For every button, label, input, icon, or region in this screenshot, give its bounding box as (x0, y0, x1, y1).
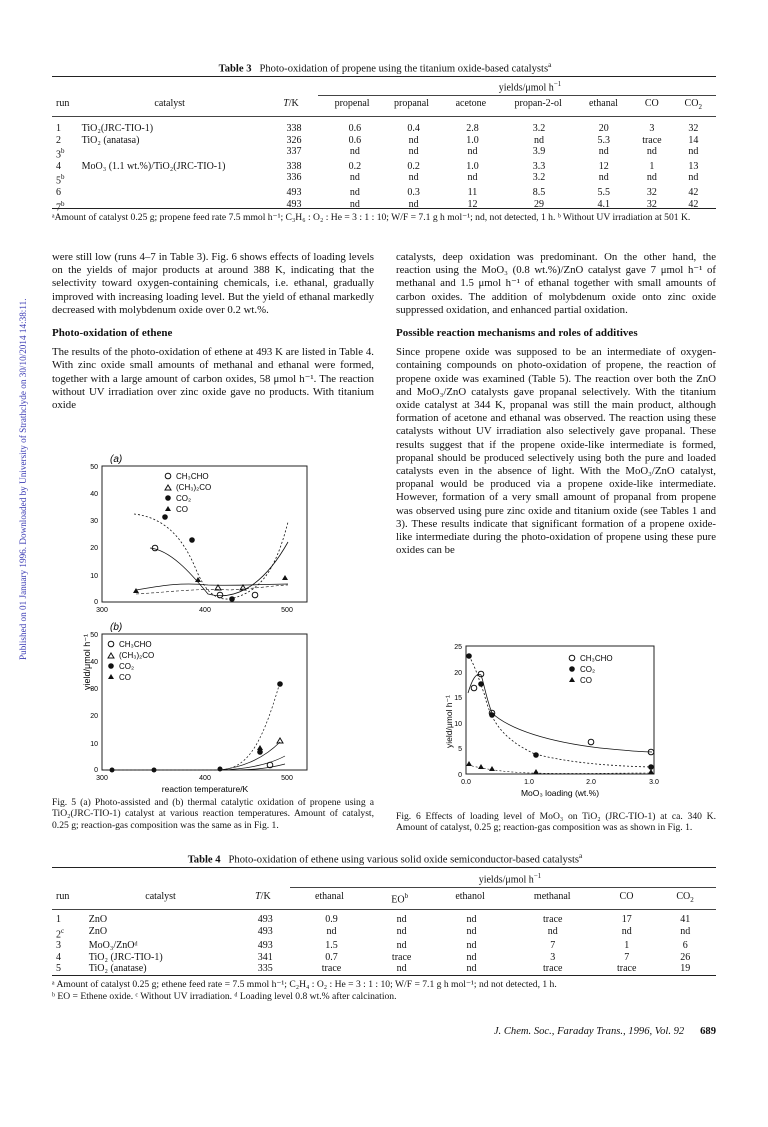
table4-cell: nd (396, 940, 407, 952)
table3-cell: 8.5 (532, 187, 546, 199)
table3-bottom-rule (52, 208, 716, 209)
table4-row (54, 952, 714, 964)
table3-cell: 32 (688, 123, 699, 134)
fig6-legend-ch3cho: CH₃CHO (580, 654, 613, 663)
figure-6 (440, 638, 670, 808)
table3-row (54, 146, 714, 161)
table3-cell: 2 (56, 134, 61, 146)
table4-cell: 335 (257, 963, 273, 975)
legend-co2: CO₂ (176, 494, 192, 503)
legend-acetone: (CH₃)₂CO (176, 483, 212, 492)
table4-body (54, 914, 714, 975)
table4-cell: 5 (56, 963, 61, 975)
fig6-frame (466, 646, 654, 774)
fig6-ytick-5: 5 (458, 746, 462, 753)
table3-cell: nd (534, 134, 545, 146)
fig5-panel-b (90, 622, 307, 794)
table4-cell: nd (466, 951, 477, 963)
table3-cell: 5$^b$ (56, 173, 65, 187)
fig5-panel-a-label: (a) (110, 454, 123, 465)
legend-b-co2-marker (108, 663, 114, 669)
fig5-ylabel: yield/μmol h⁻¹ (82, 634, 92, 690)
table4-cell: nd (466, 963, 477, 975)
table4-cell: 3 (550, 951, 556, 963)
col2-para2: Since propene oxide was supposed to be an intermediate of oxygen-containing compounds on photo-oxidation of propene, the reaction of propene oxide was examined (Table 5). The reaction over both the ZnO and MoO₃/ZnO catalysts gave propanal selectively. With the titanium oxide catalyst at 344 K, propanal was still the main product, although formation of acetone and ethanal was observed. The reaction using these catalysts without UV irradiation also selectively gave propanal. These results suggest that if the propene oxide-like intermediate is formed, propanal should be produced selectively using both the pure and loaded catalysts even in the absence of light. With the MoO₃/ZnO catalyst, propanal would be produced via a propene oxide-like intermediate. However, formation of a very small amount of propanal from propene was observed using pure zinc oxide and titanium oxide (see Tables 1 and 3). These results indicate that significant formation of a propene oxide-like intermediate during the photo-oxidation of propene using these pure oxides can be (396, 346, 716, 557)
fig5a-ytick-10: 10 (90, 573, 98, 580)
table3-cell (80, 172, 263, 187)
fig6-pt-co2-4 (533, 752, 539, 758)
table3-cell: 20 (598, 123, 609, 134)
fig6-legend-ch3cho-marker (569, 655, 575, 661)
table4-cell: nd (396, 963, 407, 975)
fig5a-ytick-40: 40 (90, 491, 98, 498)
fig5a-ch3cho-line (150, 542, 288, 596)
legend-b-acetone: (CH₃)₂CO (119, 651, 155, 660)
journal-citation: J. Chem. Soc., Faraday Trans., 1996, Vol. 92 (493, 1026, 685, 1037)
fig5b-curves (102, 682, 285, 770)
table3-cell: 0.4 (407, 123, 420, 134)
table4-cell: trace (616, 963, 637, 975)
table3-cell: 12 (467, 198, 478, 210)
fig5b-legend (108, 640, 154, 682)
table3-cell: 0.3 (407, 187, 420, 199)
table4-cell: 0.7 (325, 951, 338, 963)
fig5a-co-line (136, 584, 288, 590)
table3-cell: nd (349, 146, 360, 157)
table4-cell: 493 (257, 914, 273, 925)
table4-cell: nd (326, 925, 337, 937)
col1-heading: Photo-oxidation of ethene (52, 327, 173, 340)
fig6-pt-co-2 (478, 764, 484, 769)
table3-cell: 338 (286, 160, 302, 172)
table3-cell: 11 (467, 187, 478, 199)
table4-title: Table 4 Photo-oxidation of ethene using various solid oxide semiconductor-based catalysts$^a$ (187, 851, 583, 866)
fig5b-pt-co2-2 (277, 681, 283, 687)
table3-cell: nd (467, 172, 478, 184)
table3-cell: nd (688, 146, 699, 157)
col2-para1: catalysts, deep oxidation was predominant. On the other hand, the reaction using the MoO₃ (0.8 wt.%)/ZnO catalyst gave 7 μmol h⁻¹ of methanal and 1.5 μmol h⁻¹ of ethanal together with small amounts of carbon oxides. The addition of molybdenum oxide onto zinc oxide suppressed oxidation, and enhanced partial oxidation. (396, 251, 716, 316)
fig5b-ytick-0: 0 (94, 767, 98, 774)
table4-bottom-rule (52, 975, 716, 976)
table4-cell: 3 (56, 940, 61, 952)
fig5b-pt-co-1 (257, 745, 263, 750)
fig6-pt-co-5 (648, 769, 654, 774)
table4-cell: ZnO (88, 914, 108, 925)
fig5a-pt-co2-3 (229, 596, 235, 602)
fig6-points (466, 653, 654, 774)
table4-cell: MoO₃/ZnOᵈ (88, 940, 138, 952)
fig6-pt-co2-1 (466, 653, 472, 659)
fig6-legend-co-marker (569, 677, 575, 682)
fig5-caption: Fig. 5 (a) Photo-assisted and (b) thermal catalytic oxidation of propene using a TiO₂(JRC-TIO-1) catalyst at various reaction temperatures. Amount of catalyst, 0.25 g; reaction-gas composition was the same as in Fig. 1. (52, 797, 374, 831)
fig6-legend-co2: CO₂ (580, 665, 596, 674)
table3-cell: nd (646, 172, 657, 184)
fig6-pt-co-1 (466, 761, 472, 766)
table3-cell: 5.3 (597, 134, 610, 146)
table3-cell: nd (408, 198, 419, 210)
table3-cell: nd (349, 198, 360, 210)
fig6-xtick-0: 0.0 (461, 779, 471, 786)
fig6-yticks (454, 644, 462, 779)
table3-cell: 29 (534, 198, 545, 210)
table4-cell: 1 (56, 914, 61, 925)
fig6-ch3cho-line (468, 674, 652, 752)
table3-cell: nd (598, 146, 609, 157)
table3-cell: nd (349, 187, 360, 199)
table3-cell: 42 (688, 187, 699, 199)
table3-cell: 3$^b$ (56, 147, 65, 161)
col1-para1: were still low (runs 4–7 in Table 3). Fig. 6 shows effects of loading levels on the yields of major products at around 388 K, indicating that the selectivity toward oxygen-containing chemicals, i.e. ethanal, gradually improved with increasing loading level. But the yield of ethanal markedly decreased with molybdenum oxide over 0.2 wt.%. (52, 251, 374, 316)
fig6-ytick-20: 20 (454, 670, 462, 677)
table4-cell: TiO₂ (anatase) (88, 963, 147, 975)
table3-cell: 1 (649, 160, 655, 172)
fig5a-ytick-0: 0 (94, 599, 98, 606)
fig6-xtick-2: 2.0 (586, 779, 596, 786)
table4-footnotes (52, 979, 716, 1002)
legend-b-co2: CO₂ (119, 662, 135, 671)
fig5b-co-line (220, 742, 280, 770)
fig6-pt-ch3cho-1 (471, 685, 477, 691)
fig6-xlabel: MoO₃ loading (wt.%) (520, 788, 600, 798)
table4-cell: 6 (682, 940, 688, 952)
table3-cell: 336 (286, 172, 302, 184)
table3-cell: 14 (688, 134, 699, 146)
table4-cell: 7 (624, 951, 630, 963)
table3-cell: 42 (688, 198, 699, 210)
col2-text (396, 251, 716, 557)
fig6-legend-co: CO (580, 676, 592, 685)
fig5a-ytick-50: 50 (90, 464, 98, 471)
fig5a-xtick-400: 400 (199, 607, 211, 614)
fig6-ytick-10: 10 (454, 721, 462, 728)
table3-cell: nd (688, 172, 699, 184)
table4-cell: nd (466, 940, 477, 952)
fig6-pt-co2-2 (478, 681, 484, 687)
fig5a-xticks (96, 607, 293, 614)
fig6-pt-co2-5 (648, 764, 654, 770)
table3-header-rule (52, 116, 716, 117)
table4-cell: ZnO (88, 925, 108, 937)
table3-cell: 0.2 (348, 160, 362, 172)
fig6-ytick-0: 0 (458, 772, 462, 779)
table3-cell: 3.2 (532, 123, 546, 134)
table4-cell: 1 (624, 940, 630, 952)
page-footer (410, 1026, 716, 1037)
fig5a-yticks (90, 464, 98, 606)
fig6-legend-co2-marker (569, 666, 575, 672)
fig6-caption: Fig. 6 Effects of loading level of MoO₃ on TiO₂ (JRC-TIO-1) at ca. 340 K. Amount of catalyst, 0.25 g; reaction-gas composition was as shown in Fig. 1. (396, 811, 716, 834)
table4-cell: 493 (257, 940, 273, 952)
legend-b-co-marker (108, 674, 114, 679)
sidebar-download-notice: Published on 01 January 1996. Downloaded by University of Strathclyde on 30/10/2014 14:38:11. (18, 298, 28, 660)
table3-cell: 32 (646, 198, 657, 210)
table4-cell: trace (321, 963, 342, 975)
table3-cell (80, 187, 263, 199)
table3-cell: 337 (286, 146, 302, 157)
fig5a-pt-co-1 (133, 588, 139, 593)
table3-cell: 1.0 (466, 134, 479, 146)
table4-cell: nd (621, 925, 632, 937)
table4-cell: 0.9 (325, 914, 338, 925)
fig5b-pt-1 (110, 768, 115, 773)
table3-row (54, 187, 714, 199)
table3-row (54, 172, 714, 187)
table4-cell: trace (543, 963, 563, 975)
table4-cell: 2$^c$ (56, 926, 65, 940)
fig5b-ytick-50: 50 (90, 632, 98, 639)
table3-cell: nd (467, 146, 478, 157)
table4-cell: nd (466, 914, 477, 925)
legend-b-ch3cho: CH₃CHO (119, 640, 152, 649)
table4-group-rule (290, 887, 716, 888)
fig5b-ytick-30: 30 (90, 686, 98, 693)
table3-cell: 7$^b$ (56, 199, 65, 213)
fig6-pt-co-4 (533, 769, 539, 774)
fig6-pt-co2-3 (489, 712, 495, 718)
fig6-ylabel: yield/μmol h⁻¹ (444, 695, 454, 748)
table4-cell: 7 (550, 940, 556, 952)
table3-cell: TiO₂ (anatasa) (81, 134, 140, 146)
table3-group-header: yields/μmol $h^{-1}$ (498, 80, 562, 94)
figure-5 (80, 452, 320, 802)
page-number: 689 (700, 1026, 716, 1037)
fig5b-pt-co2-1 (257, 749, 263, 755)
table3-cell (80, 146, 263, 161)
table4-row (54, 963, 714, 975)
fig6-legend (569, 654, 613, 685)
table3-top-rule (52, 76, 716, 77)
table3-cell: MoO₃ (1.1 wt.%)/TiO₂(JRC-TIO-1) (81, 160, 226, 172)
fig5a-pt-ch3cho-3 (252, 592, 258, 598)
table4-row (54, 940, 714, 952)
legend-ch3cho-marker (165, 473, 171, 479)
table3-cell: 5.5 (597, 187, 610, 199)
legend-co: CO (176, 505, 188, 514)
legend-b-ch3cho-marker (108, 641, 114, 647)
fig5b-xtick-500: 500 (281, 775, 293, 782)
table4-row (54, 926, 714, 941)
table3-cell: 2.8 (466, 123, 479, 134)
table3-cell: 1.0 (466, 160, 479, 172)
table3-header-row: run catalyst T/K propenal propanal acetone propan-2-ol ethanal CO $CO_2$ (56, 98, 702, 111)
table3-cell: 4 (56, 160, 61, 172)
legend-b-acetone-marker (108, 653, 114, 658)
table3-cell: trace (642, 134, 662, 146)
fig6-xtick-1: 1.0 (524, 779, 534, 786)
fig5b-xtick-400: 400 (199, 775, 211, 782)
table3-cell: 4.1 (597, 198, 610, 210)
fig5a-legend (165, 472, 211, 514)
table3-cell: nd (408, 172, 419, 184)
table3-footnote: ᵃAmount of catalyst 0.25 g; propene feed rate 7.5 mmol h⁻¹; C₃H₆ : O₂ : He = 3 : 1 : 10; W/F = 7.1 g h mol⁻¹; nd, not detected, 1 h. ᵇ Without UV irradiation at 501 K. (52, 212, 691, 223)
table4-cell: nd (396, 925, 407, 937)
fig5a-curves (134, 514, 288, 599)
fig6-ytick-15: 15 (454, 695, 462, 702)
fig5a-pt-co2-2 (189, 537, 195, 543)
col1-para2: The results of the photo-oxidation of ethene at 493 K are listed in Table 4. With zinc oxide small amounts of methanal and ethanal were formed, together with a large amount of carbon oxides, 58 μmol h⁻¹. The reaction without UV irradiation over zinc oxide gave no products. With titanium oxide (52, 346, 374, 412)
fig5a-points (133, 514, 288, 602)
table4-cell: 41 (680, 914, 691, 925)
fig5b-xticks (96, 775, 293, 782)
table3-cell: 1 (56, 123, 61, 134)
table4-cell: nd (466, 925, 477, 937)
table4-top-rule (52, 867, 716, 868)
table3-cell: 3.9 (532, 146, 546, 157)
col2-heading: Possible reaction mechanisms and roles of additives (396, 327, 638, 340)
table4-header-row: run catalyst T/K ethanal $EO^b$ ethanol methanal CO $CO_2$ (56, 891, 694, 906)
fig5b-pt-2 (152, 768, 157, 773)
fig5a-xtick-500: 500 (281, 607, 293, 614)
table3-cell: nd (598, 172, 609, 184)
table3-row (54, 161, 714, 173)
table3-cell: 3 (649, 123, 655, 134)
table4-footnote-2: ᵇ EO = Ethene oxide. ᶜ Without UV irradiation. ᵈ Loading level 0.8 wt.% after calcination. (52, 990, 397, 1002)
fig5a-ytick-30: 30 (90, 518, 98, 525)
table4-group-header: yields/μmol $h^{-1}$ (478, 872, 542, 886)
fig6-curves (468, 656, 652, 773)
col1-text (52, 251, 374, 412)
table4-cell: 26 (680, 951, 691, 963)
table3-cell: 32 (646, 187, 657, 199)
table3-cell: 13 (688, 160, 699, 172)
fig6-pt-ch3cho-4 (588, 739, 594, 745)
table3-cell: 493 (286, 198, 302, 210)
fig5a-pt-co-3 (282, 575, 288, 580)
table3-group-rule (318, 95, 716, 96)
table3-cell: 338 (286, 123, 302, 134)
table3-cell: 0.2 (407, 160, 420, 172)
table4-cell: nd (396, 914, 407, 925)
table3-cell: 12 (598, 160, 609, 172)
table3-cell: TiO₂(JRC-TIO-1) (81, 123, 154, 134)
fig5-xlabel: reaction temperature/K (161, 784, 249, 794)
table3-cell: nd (408, 146, 419, 157)
table3-cell: 326 (286, 134, 302, 146)
table3-cell: nd (349, 172, 360, 184)
table4-cell: trace (543, 914, 563, 925)
fig6-ytick-25: 25 (454, 644, 462, 651)
fig5b-co2-line (102, 682, 280, 770)
table3-cell: 0.6 (348, 123, 362, 134)
table3-cell: 3.2 (532, 172, 546, 184)
fig6-pt-co-3 (489, 766, 495, 771)
table4-cell: TiO₂ (JRC-TIO-1) (88, 951, 163, 963)
fig5a-pt-ch3cho-2 (217, 592, 223, 598)
fig5a-pt-ch3cho-1 (152, 545, 158, 551)
table4-header-rule (52, 909, 716, 910)
table3-cell: 493 (286, 187, 302, 199)
table3-row (54, 135, 714, 147)
table3-cell: 3.3 (532, 160, 546, 172)
table4-cell: 4 (56, 951, 61, 963)
table4-cell: nd (547, 925, 558, 937)
fig6-xticks (461, 779, 659, 786)
fig5b-ytick-10: 10 (90, 741, 98, 748)
fig5a-pt-co2-1 (162, 514, 168, 520)
fig5a-xtick-300: 300 (96, 607, 108, 614)
table4-cell: 1.5 (325, 940, 338, 952)
fig5b-ytick-40: 40 (90, 659, 98, 666)
table4-cell: 341 (257, 951, 273, 963)
fig5b-pt-3 (218, 767, 223, 772)
table3-cell: nd (646, 146, 657, 157)
table4-cell: 19 (680, 963, 691, 975)
fig5-panel-a (90, 454, 307, 614)
table4-footnote-1: ᵃ Amount of catalyst 0.25 g; ethene feed rate = 7.5 mmol h⁻¹; C₂H₄ : O₂ : He = 3 : 1 : 10; W/F = 7.1 g h mol⁻¹; nd not detected, 1 h. (52, 979, 557, 990)
legend-co2-marker (165, 495, 171, 501)
legend-ch3cho: CH₃CHO (176, 472, 209, 481)
fig5-panel-b-label: (b) (110, 622, 123, 633)
fig6-xtick-3: 3.0 (649, 779, 659, 786)
fig5a-ytick-20: 20 (90, 545, 98, 552)
table4-cell: trace (391, 951, 412, 963)
table3-cell: 0.6 (348, 134, 362, 146)
legend-b-co: CO (119, 673, 131, 682)
table3-title: Table 3 Photo-oxidation of propene using the titanium oxide-based catalysts$^a$ (218, 60, 552, 75)
fig5b-acetone-line (220, 756, 285, 770)
legend-acetone-marker (165, 485, 171, 490)
table4-cell: 493 (257, 925, 273, 937)
table3-cell: 6 (56, 187, 61, 199)
table4-row (54, 914, 714, 926)
table3-row (54, 123, 714, 135)
table3-body (54, 123, 714, 213)
table3-cell: nd (408, 134, 419, 146)
table4-cell: nd (680, 925, 691, 937)
legend-co-marker (165, 506, 171, 511)
fig5b-ytick-20: 20 (90, 713, 98, 720)
table4-cell: 17 (621, 914, 632, 925)
fig5b-xtick-300: 300 (96, 775, 108, 782)
